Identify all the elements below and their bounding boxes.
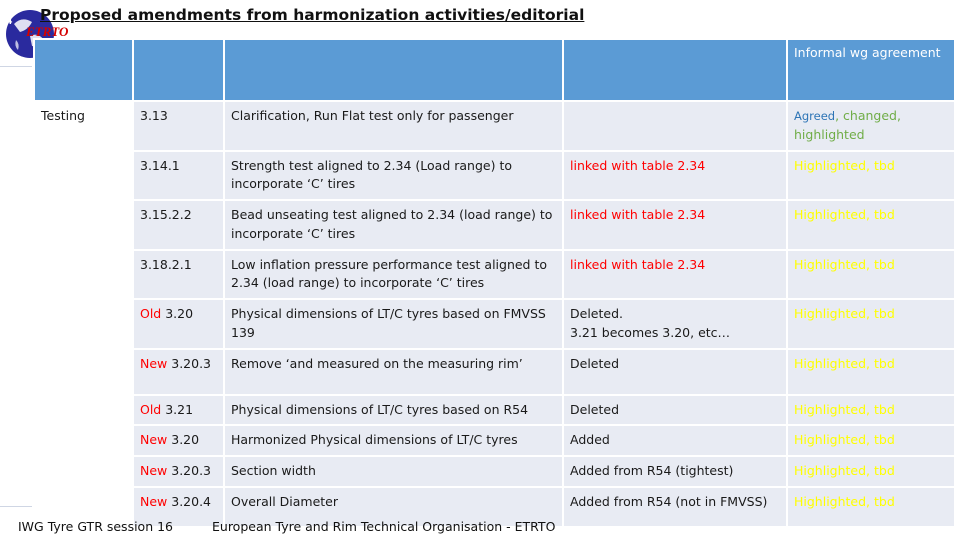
note-cell: Added from R54 (not in FMVSS) [563,487,787,527]
highlighted-text: highlighted [794,126,865,142]
table-row [34,101,955,151]
footer-session: IWG Tyre GTR session 16 [18,519,174,534]
description-cell: Overall Diameter [224,487,563,527]
description-cell: Section width [224,456,563,487]
ref-cell [133,299,224,349]
header-cell-agreement: Informal wg agreement [787,39,955,101]
logo-text: ETRTO [26,24,69,39]
divider [0,506,32,507]
agreement-cell: Highlighted, tbd [787,151,955,201]
ref-number: 3.13 [140,108,168,123]
header-cell [133,39,224,101]
ref-number: 3.14.1 [140,157,180,173]
note-cell: Added [563,425,787,456]
agreement-cell: Highlighted, tbd [787,395,955,426]
changed-text: , changed, [835,108,901,123]
ref-number: 3.20.4 [171,493,212,509]
agreement-cell: Highlighted, tbd [787,456,955,487]
note-cell: Deleted [563,349,787,395]
agreement-cell: Highlighted, tbd [787,425,955,456]
note-cell: Added from R54 (tightest) [563,456,787,487]
divider [0,66,32,67]
note-cell: linked with table 2.34 [563,200,787,250]
ref-cell [133,349,224,395]
ref-cell [133,151,224,201]
note-line: 3.21 becomes 3.20, etc… [570,324,731,340]
ref-prefix: Old [140,401,162,417]
ref-number: 3.20.3 [171,463,212,478]
description-cell: Physical dimensions of LT/C tyres based on FMVSS 139 [224,299,563,349]
ref-prefix: New [140,432,168,448]
note-cell [563,299,787,349]
footer-organisation: European Tyre and Rim Technical Organisation - ETRTO [212,519,556,534]
agreement-cell: Highlighted, tbd [787,349,955,395]
table-row [34,151,955,201]
header-cell [224,39,563,101]
table-row [34,456,955,487]
ref-cell [133,456,224,487]
agreed-text: Agreed [794,109,836,123]
agreement-cell: Highlighted, tbd [787,487,955,527]
description-cell: Remove ‘and measured on the measuring rim’ [224,349,563,395]
table-row [34,349,955,395]
ref-cell [133,425,224,456]
agreement-cell: Highlighted, tbd [787,200,955,250]
table-header-row [34,39,955,101]
ref-cell [133,250,224,300]
ref-number: 3.20 [165,306,194,321]
description-cell: Clarification, Run Flat test only for passenger [224,101,563,151]
table-row [34,425,955,456]
ref-prefix: Old [140,306,162,321]
ref-prefix: New [140,463,168,478]
header-cell [34,39,133,101]
table-row [34,395,955,426]
agreement-cell [787,101,955,151]
ref-number: 3.15.2.2 [140,207,192,222]
ref-cell [133,395,224,426]
description-cell: Physical dimensions of LT/C tyres based on R54 [224,395,563,426]
section-label: Testing [34,101,133,527]
note-cell: linked with table 2.34 [563,151,787,201]
slide-title: Proposed amendments from harmonization activities/editorial [40,6,585,24]
note-cell [563,101,787,151]
ref-cell [133,200,224,250]
ref-prefix: New [140,493,168,509]
ref-number: 3.18.2.1 [140,256,192,272]
ref-number: 3.20 [171,432,200,448]
logo-number: 4 [6,15,13,27]
ref-cell [133,101,224,151]
ref-prefix: New [140,355,168,371]
note-line: Deleted. [570,306,623,321]
description-cell: Harmonized Physical dimensions of LT/C tyres [224,425,563,456]
description-cell: Strength test aligned to 2.34 (Load range) to incorporate ‘C’ tires [224,151,563,201]
agreement-cell: Highlighted, tbd [787,250,955,300]
ref-number: 3.20.3 [171,355,212,371]
note-cell: Deleted [563,395,787,426]
table-row [34,200,955,250]
header-cell [563,39,787,101]
agreement-cell: Highlighted, tbd [787,299,955,349]
table-row [34,250,955,300]
ref-number: 3.21 [165,401,194,417]
amendments-table [33,38,956,528]
description-cell: Bead unseating test aligned to 2.34 (load range) to incorporate ‘C’ tires [224,200,563,250]
note-cell: linked with table 2.34 [563,250,787,300]
description-cell: Low inflation pressure performance test aligned to 2.34 (load range) to incorporate ‘C’ tires [224,250,563,300]
table-row [34,299,955,349]
